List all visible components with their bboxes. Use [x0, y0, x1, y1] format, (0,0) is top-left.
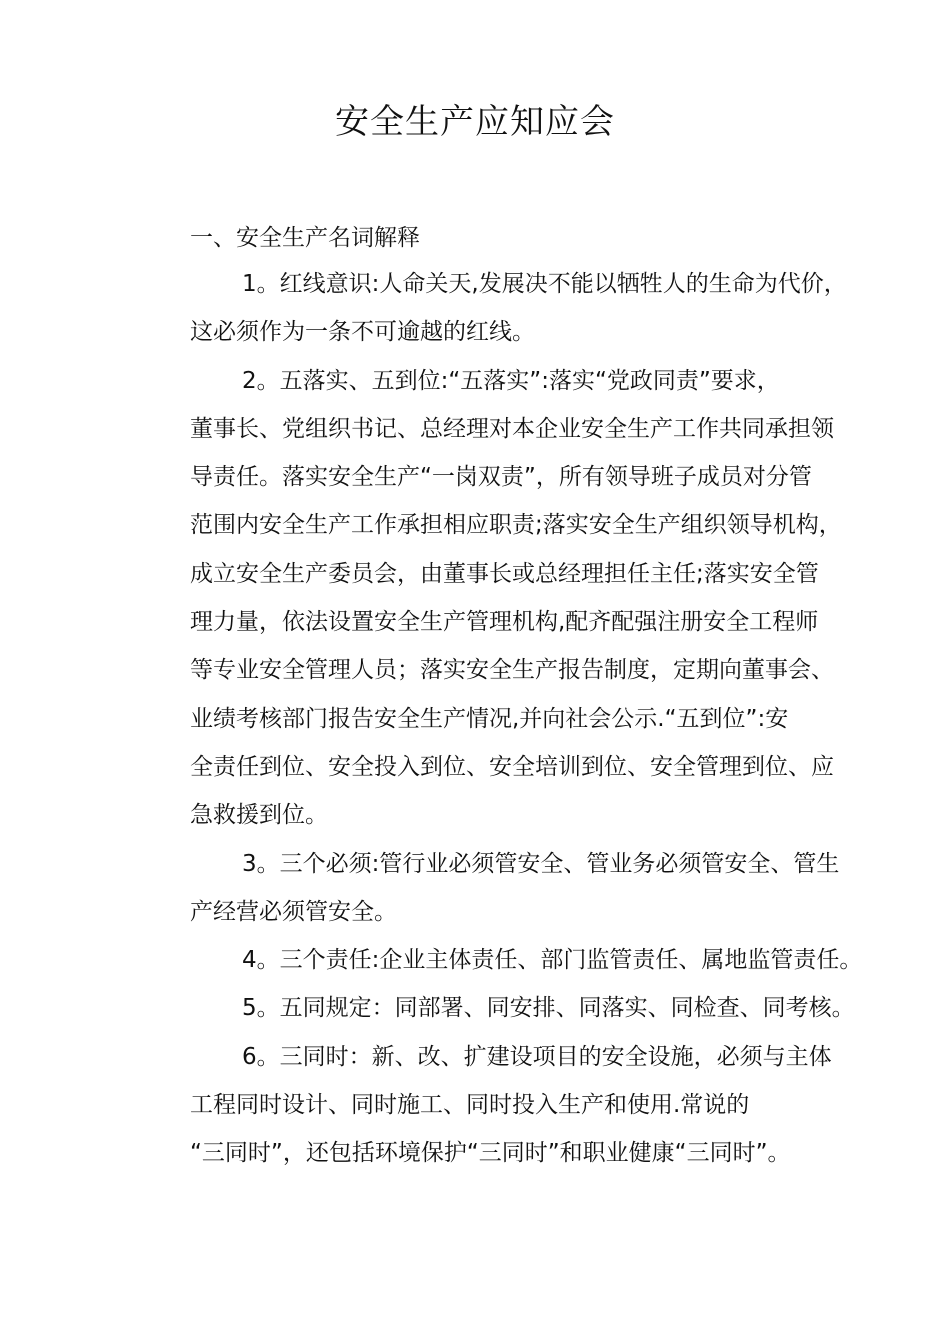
document-title: 安全生产应知应会 [335, 102, 615, 142]
paragraph-five-same-rules [138, 984, 855, 1032]
paragraph-three-responsibilities [138, 936, 863, 984]
paragraph-line: 业绩考核部门报告安全生产情况,并向社会公示.“五到位”:安 [190, 705, 789, 732]
paragraph-five-implementations [138, 357, 842, 840]
section-heading: 一、安全生产名词解释 [190, 225, 420, 251]
paragraph-line: 6。三同时：新、改、扩建设项目的安全设施，必须与主体 [242, 1043, 832, 1070]
paragraph-line: 急救援到位。 [190, 802, 328, 829]
paragraph-red-line [138, 260, 847, 357]
paragraph-line: 全责任到位、安全投入到位、安全培训到位、安全管理到位、应 [190, 753, 834, 780]
paragraph-three-musts [138, 840, 838, 937]
paragraph-line: 这必须作为一条不可逾越的红线。 [190, 319, 535, 346]
paragraph-line: 董事长、党组织书记、总经理对本企业安全生产工作共同承担领 [190, 415, 834, 442]
paragraph-line: 2。五落实、五到位:“五落实”:落实“党政同责”要求， [242, 367, 780, 394]
paragraph-line: 成立安全生产委员会，由董事长或总经理担任主任;落实安全管 [190, 560, 819, 587]
paragraph-line: 产经营必须管安全。 [190, 898, 397, 925]
paragraph-line: 3。三个必须:管行业必须管安全、管业务必须管安全、管生 [242, 850, 840, 877]
paragraph-line: 5。五同规定：同部署、同安排、同落实、同检查、同考核。 [242, 995, 855, 1022]
paragraph-line: 范围内安全生产工作承担相应职责;落实安全生产组织领导机构， [190, 512, 842, 539]
paragraph-line: 理力量，依法设置安全生产管理机构,配齐配强注册安全工程师 [190, 609, 819, 636]
paragraph-line: 等专业安全管理人员；落实安全生产报告制度，定期向董事会、 [190, 657, 834, 684]
paragraph-three-simultaneities [138, 1033, 838, 1178]
paragraph-line: 工程同时设计、同时施工、同时投入生产和使用.常说的 [190, 1092, 750, 1119]
paragraph-line: “三同时”，还包括环境保护“三同时”和职业健康“三同时”。 [190, 1140, 791, 1167]
paragraph-line: 导责任。落实安全生产“一岗双责”，所有领导班子成员对分管 [190, 464, 812, 491]
paragraph-line: 4。三个责任:企业主体责任、部门监管责任、属地监管责任。 [242, 947, 863, 974]
document-body [138, 218, 863, 1178]
paragraph-line: 1。红线意识:人命关天,发展决不能以牺牲人的生命为代价， [242, 271, 847, 297]
